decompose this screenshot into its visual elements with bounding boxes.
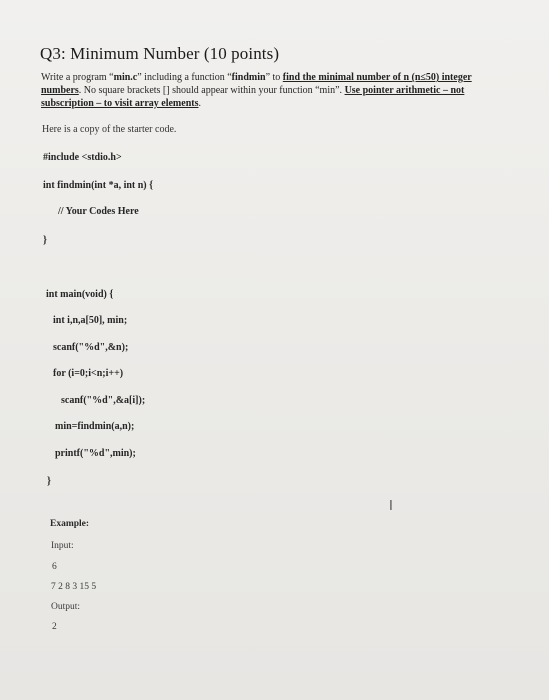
intro-text: ” to (265, 72, 283, 83)
intro-text: Write a program “ (41, 72, 114, 83)
intro-requirement-minimal: find the minimal number of n (n≤50) integer numbers (41, 72, 472, 96)
code-findmin-signature: int findmin(int *a, int n) { (43, 180, 154, 191)
question-title: Q3: Minimum Number (10 points) (40, 44, 280, 63)
code-for-loop: for (i=0;i<n;i++) (53, 368, 124, 379)
code-scanf-n: scanf("%d",&n); (53, 342, 129, 353)
example-label: Example: (50, 519, 90, 529)
code-main-signature: int main(void) { (46, 289, 114, 300)
intro-function-name: findmin (231, 72, 266, 83)
code-scanf-array: scanf("%d",&a[i]); (61, 395, 146, 406)
intro-text: . (198, 98, 201, 109)
code-declarations: int i,n,a[50], min; (53, 315, 128, 326)
example-input-values: 7 2 8 3 15 5 (51, 582, 97, 592)
intro-filename: min.c (113, 72, 138, 83)
example-output-value: 2 (52, 622, 57, 632)
example-output-label: Output: (51, 602, 81, 612)
code-printf: printf("%d",min); (55, 448, 136, 459)
intro-requirement-pointer: Use pointer arithmetic – not subscription – to visit array elements (41, 85, 465, 109)
question-intro (41, 71, 511, 110)
text-cursor-icon: I (389, 499, 393, 514)
intro-text: ” including a function “ (137, 72, 232, 83)
code-close-brace: } (43, 235, 47, 246)
example-input-label: Input: (51, 541, 74, 551)
example-input-n: 6 (52, 562, 57, 572)
code-findmin-call: min=findmin(a,n); (55, 421, 135, 432)
code-include: #include <stdio.h> (43, 152, 122, 163)
code-close-brace: } (47, 476, 51, 487)
code-comment: // Your Codes Here (58, 206, 139, 217)
intro-text: . No square brackets [] should appear within your function “min”. (78, 85, 345, 96)
starter-note: Here is a copy of the starter code. (42, 124, 177, 135)
